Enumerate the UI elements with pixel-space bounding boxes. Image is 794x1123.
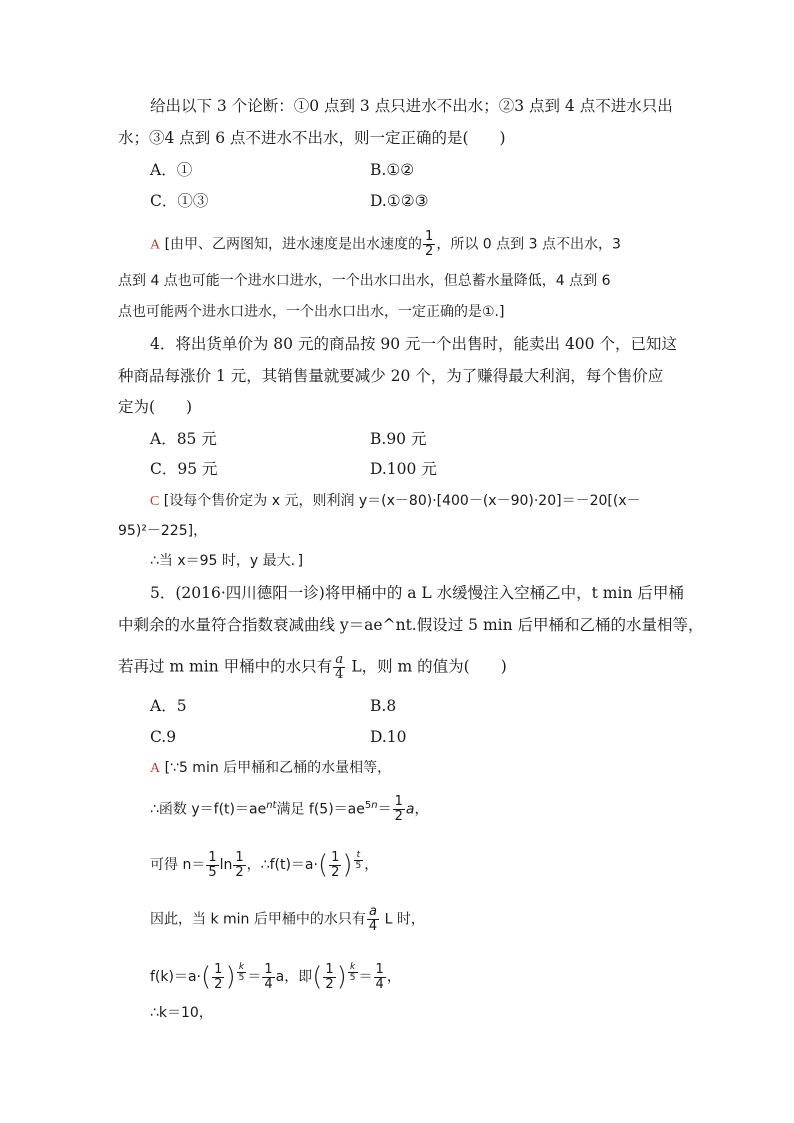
q3-option-c: C．①③: [150, 192, 209, 210]
q5-option-a: A．5: [150, 697, 187, 715]
q5-solution-line5: f(k)＝a·( $\frac{1}{2}$ ) $^{\frac{k}{5}}$ ＝ $\frac{1}{4}$ a，即( $\frac{1}{2}$ ) $^{\frac{k}{5}}$ ＝ $\frac{1}{4}$ ，: [150, 961, 401, 993]
q5-solution-line4: [150, 905, 425, 934]
q4-stem-line2: 种商品每涨价 1 元，其销售量就要减少 20 个，为了赚得最大利润，每个售价应: [118, 367, 664, 385]
q4-option-a: A．85 元: [150, 430, 217, 448]
q3-stem-line2: 水；③4 点到 6 点不进水不出水，则一定正确的是( ): [118, 129, 506, 147]
q5-solution-text-2: L 时，: [380, 911, 425, 928]
q5-solution-line3: 可得 n＝ $\frac{1}{5}$ ln $\frac{1}{2}$ ，∴f(t)＝a·( $\frac{1}{2}$ ) $^{\frac{t}{5}}$ ，: [150, 849, 379, 881]
q5-solution-line6: ∴k＝10，: [150, 1005, 213, 1021]
q4-solution-line2: 95)²－225]，: [118, 523, 208, 539]
q4-answer: C: [150, 494, 160, 509]
fraction-one-quarter: $\frac{1}{4}$: [375, 961, 384, 992]
q5-option-c: C.9: [150, 728, 177, 746]
q5-solution-text-5: ，: [386, 969, 401, 986]
q3-option-a: A．①: [150, 161, 193, 179]
q5-solution-text: ∴函数 y＝f(t)＝ae: [150, 801, 267, 818]
q5-solution-line2: ∴函数 $y=f(t)=ae^{nt}$满足 $f(5)=ae^{5n}=$ $\frac{1}{2}$ a，: [150, 794, 429, 825]
q5-stem-text: 若再过 m min 甲桶中的水只有: [118, 657, 333, 676]
fraction-a-over-4: $\frac{a}{4}$: [335, 652, 344, 682]
q5-stem-line1: 5．(2016·四川德阳一诊)将甲桶中的 a L 水缓慢注入空桶乙中，t min 后甲桶: [150, 584, 684, 602]
q4-solution-line1: [150, 490, 641, 513]
q5-solution-line1: [150, 757, 391, 780]
q5-solution-text-4: ＝: [358, 969, 373, 986]
q5-solution-text: 因此，当 k min 后甲桶中的水只有: [150, 911, 366, 928]
q5-solution-text-2: 满足 f(5)＝ae: [276, 801, 365, 818]
q5-stem-line3: [118, 653, 507, 682]
q3-solution-text: [由甲、乙两图知，进水速度是出水速度的: [164, 236, 423, 253]
q3-stem-line1: 给出以下 3 个论断：①0 点到 3 点只进水不出水；②3 点到 4 点不进水只出: [150, 97, 673, 115]
fraction-one-half: $\frac{1}{2}$: [331, 849, 340, 880]
q5-stem-line2: 中剩余的水量符合指数衰减曲线 y＝ae^nt.假设过 5 min 后甲桶和乙桶的水量相等，: [118, 616, 704, 634]
fraction-one-half: $\frac{1}{2}$: [235, 849, 244, 880]
fraction-one-half: $\frac{1}{2}$: [394, 794, 403, 825]
q5-solution-text-3: a，即: [275, 969, 313, 986]
q5-option-d: D.10: [370, 728, 407, 746]
q5-solution-text-2: ＝: [247, 969, 262, 986]
fraction-one-quarter: $\frac{1}{4}$: [264, 961, 273, 992]
q3-option-d: D.①②③: [370, 192, 429, 210]
q5-answer: A: [150, 761, 161, 776]
q5-option-b: B.8: [370, 697, 397, 715]
fraction-k-over-5: k 5: [349, 962, 356, 983]
fraction-k-over-5: k 5: [238, 962, 245, 983]
q4-option-b: B.90 元: [370, 430, 427, 448]
q3-solution-text-2: ，所以 0 点到 3 点不出水，3: [436, 236, 621, 253]
q4-solution-text: [设每个售价定为 x 元，则利润 y＝(x－80)·[400－(x－90)·20]＝－20[(x－: [163, 493, 641, 509]
q4-option-c: C．95 元: [150, 460, 218, 478]
q5-solution-text-2: ln: [219, 857, 233, 874]
q3-solution-line2: 点到 4 点也可能一个进水口进水，一个出水口出水，但总蓄水量降低，4 点到 6: [118, 273, 611, 289]
fraction-a-over-4: $\frac{a}{4}$: [368, 904, 378, 934]
q5-solution-text: [∵5 min 后甲桶和乙桶的水量相等，: [164, 760, 392, 776]
q5-solution-text: 可得 n＝: [150, 857, 206, 874]
q4-stem-line1: 4．将出货单价为 80 元的商品按 90 元一个出售时，能卖出 400 个，已知这: [150, 335, 677, 353]
fraction-one-half: $\frac{1}{2}$: [425, 229, 434, 259]
q3-solution-line1: [150, 230, 621, 259]
q3-option-b: B.①②: [370, 161, 415, 179]
q4-stem-line3: 定为( ): [118, 398, 193, 416]
q5-solution-text-3: ＝: [377, 801, 392, 818]
q3-solution-line3: 点也可能两个进水口进水，一个出水口出水，一定正确的是①.]: [118, 304, 505, 320]
q5-stem-text-2: L，则 m 的值为( ): [346, 657, 507, 676]
q3-answer: A: [150, 237, 161, 253]
fraction-one-half: $\frac{1}{2}$: [214, 961, 223, 992]
q4-solution-line3: ∴当 x＝95 时，y 最大．]: [150, 553, 304, 569]
q4-option-d: D.100 元: [370, 460, 437, 478]
q5-solution-text-3: ，∴f(t)＝a·: [246, 857, 318, 874]
fraction-one-fifth: $\frac{1}{5}$: [208, 849, 217, 880]
q5-solution-text: f(k)＝a·: [150, 969, 201, 986]
fraction-t-over-5: t 5: [355, 850, 362, 871]
fraction-one-half: $\frac{1}{2}$: [325, 961, 334, 992]
